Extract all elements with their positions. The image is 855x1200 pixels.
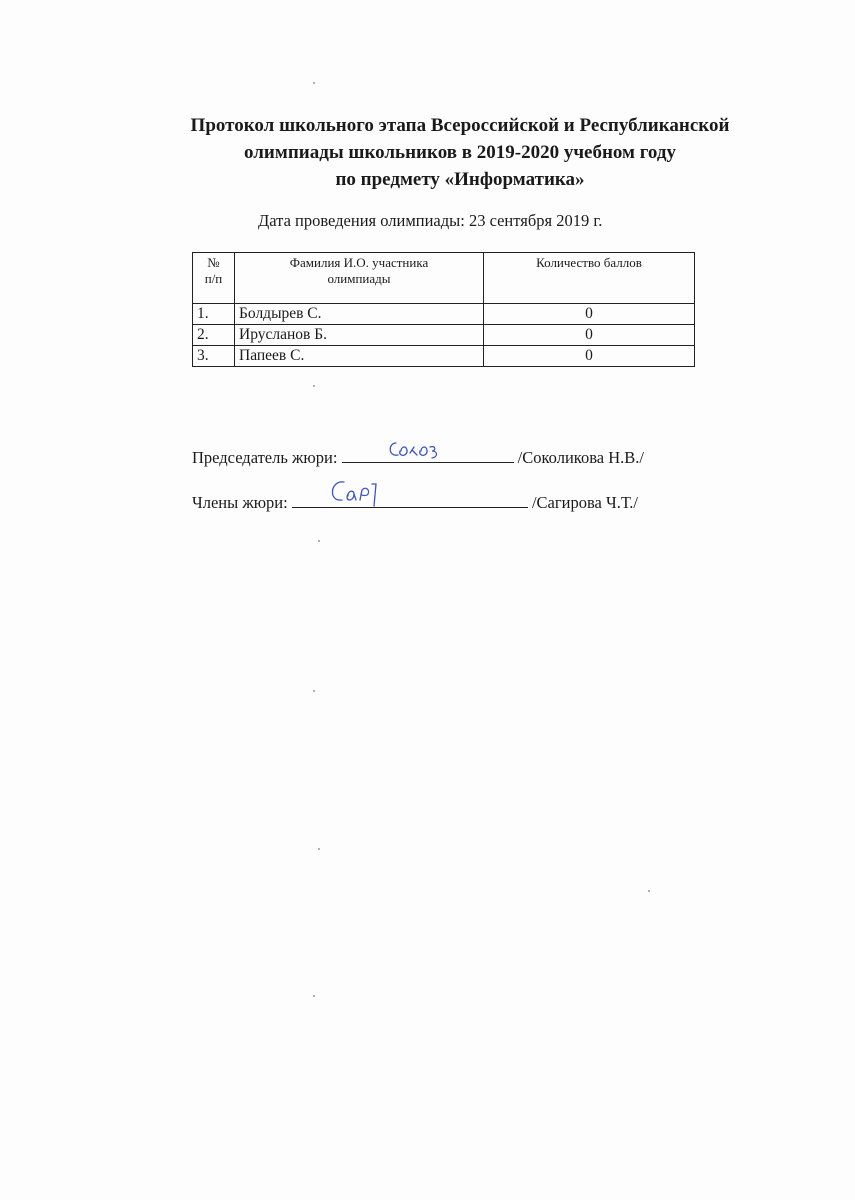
row-name: Ирусланов Б. [235,325,484,346]
scan-speck [313,82,315,84]
header-name [235,253,484,304]
members-signature-line [192,490,638,513]
row-number: 2. [193,325,235,346]
row-score: 0 [484,304,695,325]
scan-speck [313,995,315,997]
results-table [192,252,695,367]
scan-speck [313,690,315,692]
members-signature-blank [292,490,528,508]
members-signature-mark [326,476,396,510]
row-score: 0 [484,346,695,367]
row-number: 3. [193,346,235,367]
row-name: Болдырев С. [235,304,484,325]
title-line-2: олимпиады школьников в 2019-2020 учебном году [244,142,676,163]
header-name-line1: Фамилия И.О. участника [289,255,429,270]
row-number: 1. [193,304,235,325]
chair-signature-line [192,445,644,468]
header-number-line1: № [207,255,220,270]
table-header-row [193,253,695,304]
document-title [100,112,820,193]
header-score: Количество баллов [484,253,695,304]
members-label: Члены жюри: [192,493,288,512]
row-score: 0 [484,325,695,346]
table-row [193,325,695,346]
olympiad-date: Дата проведения олимпиады: 23 сентября 2019 г. [258,211,603,230]
scan-speck [648,890,650,892]
chair-label: Председатель жюри: [192,448,338,467]
scan-speck [313,385,315,387]
header-number [193,253,235,304]
header-number-line2: п/п [204,271,223,286]
header-name-line2: олимпиады [327,271,391,286]
scan-speck [318,540,320,542]
row-name: Папеев С. [235,346,484,367]
table-row [193,304,695,325]
chair-name: /Соколикова Н.В./ [517,448,644,467]
scan-speck [318,848,320,850]
table-row [193,346,695,367]
title-line-3: по предмету «Информатика» [335,169,585,190]
chair-signature-blank [342,445,514,463]
title-line-1: Протокол школьного этапа Всероссийской и Республиканской [190,115,730,136]
chair-signature-mark [386,437,456,463]
members-name: /Сагирова Ч.Т./ [531,493,638,512]
